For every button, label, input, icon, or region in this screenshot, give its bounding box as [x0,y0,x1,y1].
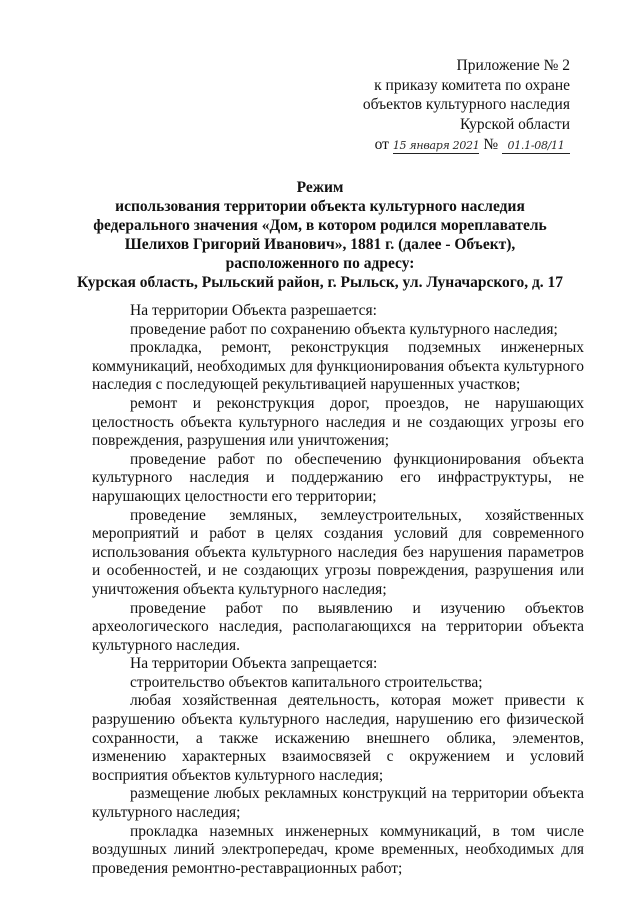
paragraph: прокладка, ремонт, реконструкция подземных инженерных коммуникаций, необходимых для функционирования объекта культурного наследия с последующей рекультивацией нарушенных участков; [92,339,584,394]
paragraph: ремонт и реконструкция дорог, проездов, не нарушающих целостность объекта культурного наследия и не создающих угрозы его повреждения, разрушения или уничтожения; [92,394,584,450]
handwritten-number: 01.1-08/11 [507,139,565,152]
order-date-number-line [363,135,570,155]
document-body [92,302,584,878]
section-heading-permitted: На территории Объекта разрешается: [130,302,377,319]
paragraph: прокладка наземных инженерных коммуникаций, в том числе воздушных линий электропередач, кроме временных, необходимых для проведения ремонтно-реставрационных работ; [92,822,584,877]
appendix-header [363,56,570,155]
paragraph: любая хозяйственная деятельность, которая может привести к разрушению объекта культурного наследия, нарушению его физической сохранности, а также искажению внешнего облика, элементов, изменению характерных взаимосвязей с окружением и условий восприятия объектов культурного наследия; [92,692,584,784]
appendix-order-ref: к приказу комитета по охране [374,76,570,94]
paragraph: проведение работ по выявлению и изучению объектов археологического наследия, располагающихся на территории объекта культурного наследия. [92,599,584,654]
paragraph: проведение работ по обеспечению функционирования объекта культурного наследия и поддержанию его инфраструктуры, не нарушающих целостности его территории; [92,450,584,505]
appendix-region: Курской области [459,115,570,133]
title-line: расположенного по адресу: [225,255,415,272]
from-label: от [374,136,389,153]
order-date-field [393,138,480,154]
title-line: Режим [296,179,344,196]
appendix-number: Приложение № 2 [456,57,570,74]
paragraph: проведение земляных, землеустроительных, хозяйственных мероприятий и работ в целях создания условий для современного использования объекта культурного наследия без нарушения параметров и особенностей, и не создающих угрозы повреждения, разрушения или уничтожения объекта культурного наследия; [92,506,584,598]
appendix-committee: объектов культурного наследия [362,96,570,113]
document-title [40,178,600,292]
title-line: использования территории объекта культурного наследия [115,198,525,215]
title-address-line: Курская область, Рыльский район, г. Рыльск, ул. Луначарского, д. 17 [76,274,564,291]
handwritten-date: 15 января 2021 [392,139,480,152]
title-line: федерального значения «Дом, в котором родился мореплаватель [93,217,547,234]
paragraph: строительство объектов капитального строительства; [130,673,483,691]
number-label: № [483,136,499,153]
paragraph: размещение любых рекламных конструкций на территории объекта культурного наследия; [92,785,584,822]
order-number-field [502,138,570,154]
paragraph: проведение работ по сохранению объекта культурного наследия; [130,320,558,338]
section-heading-prohibited: На территории Объекта запрещается: [130,655,378,673]
title-line: Шелихов Григорий Иванович», 1881 г. (далее - Объект), [124,236,516,253]
